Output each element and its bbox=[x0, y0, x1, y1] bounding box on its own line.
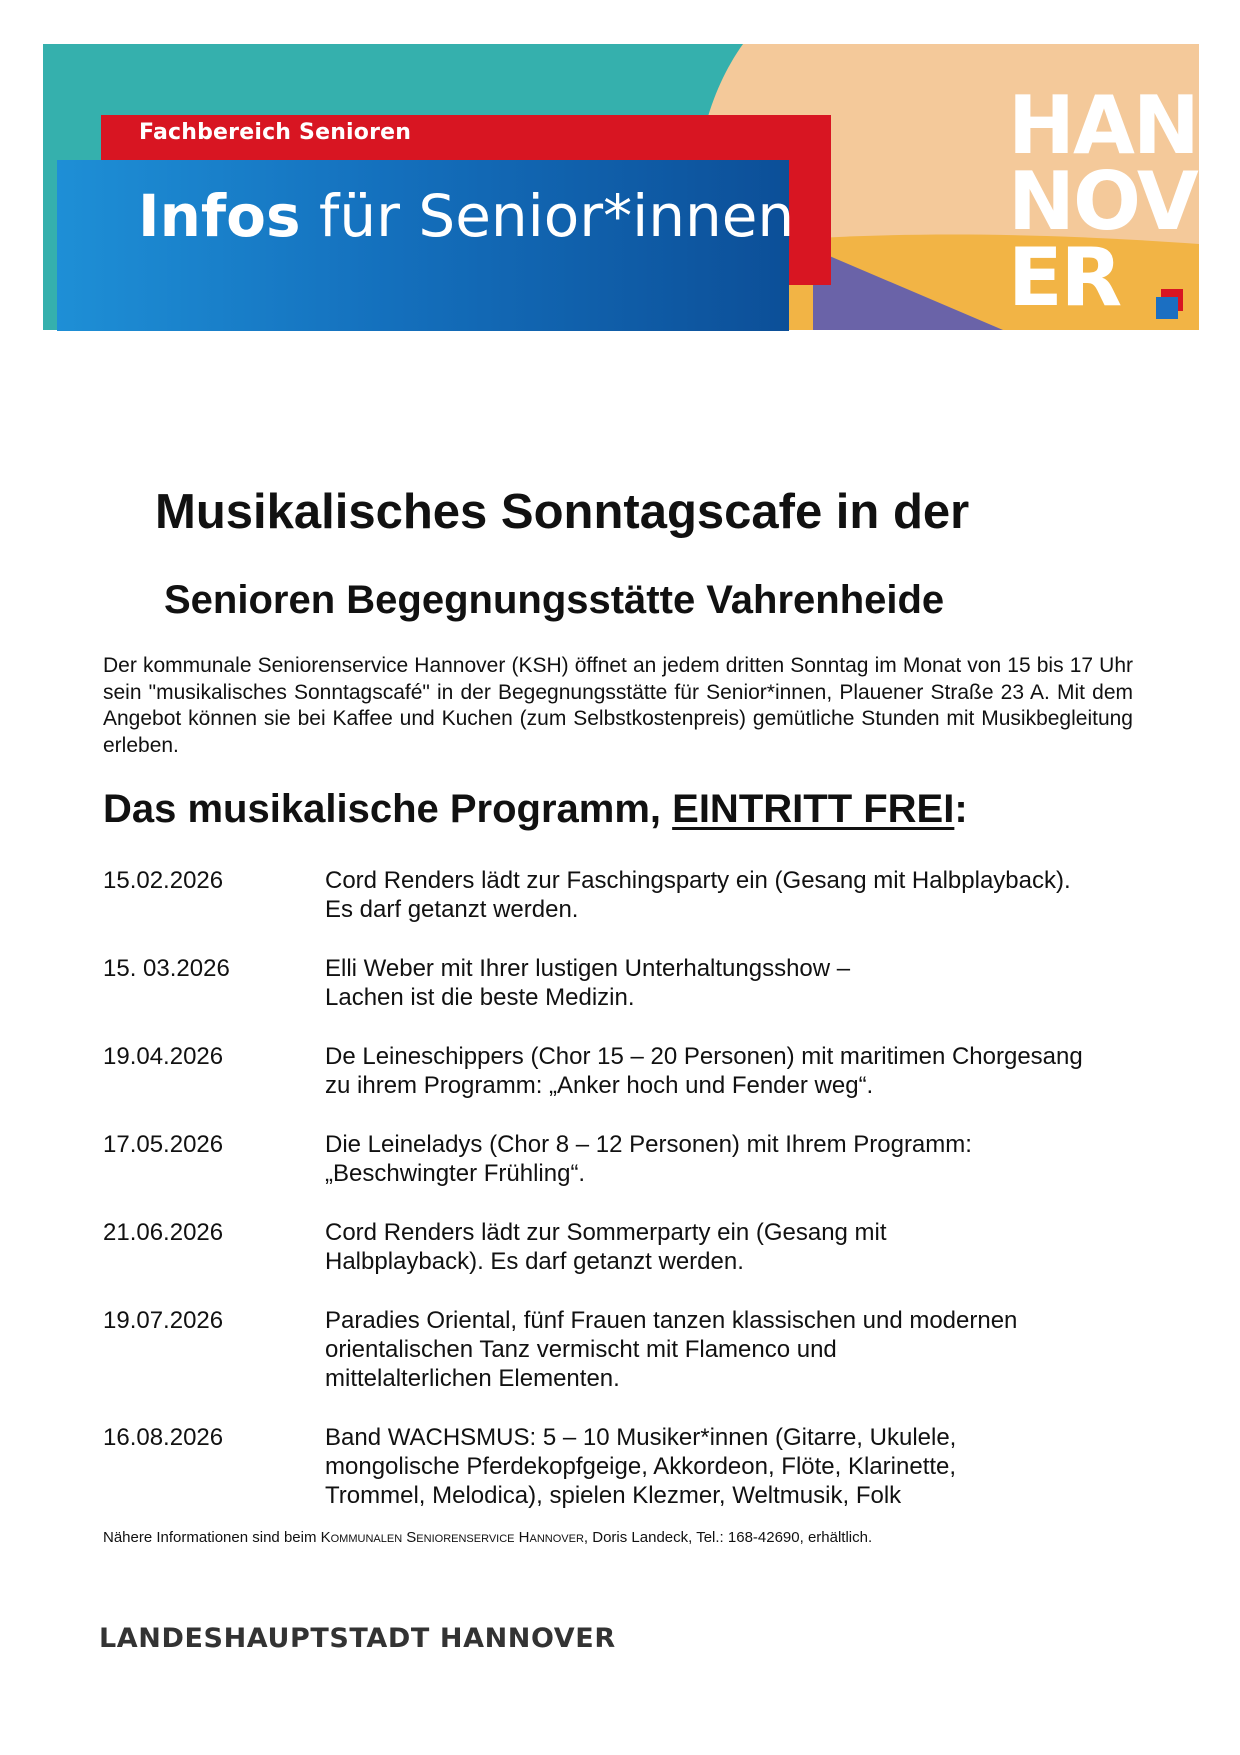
event-date: 19.04.2026 bbox=[103, 1043, 224, 1070]
logo-line: HAN bbox=[1008, 79, 1198, 172]
event-description-line: De Leineschippers (Chor 15 – 20 Personen) mit maritimen Chorgesang bbox=[325, 1043, 1083, 1070]
event-description bbox=[325, 954, 1145, 1012]
event-description bbox=[325, 1423, 1145, 1510]
logo-line: ER bbox=[1008, 231, 1121, 324]
event-date: 19.07.2026 bbox=[103, 1307, 224, 1334]
event-row bbox=[103, 1130, 1163, 1188]
banner-title: Infos für Senior*innen bbox=[138, 182, 795, 250]
event-date: 15.02.2026 bbox=[103, 867, 224, 894]
event-row bbox=[103, 1306, 1163, 1393]
event-description-line: Die Leineladys (Chor 8 – 12 Personen) mit Ihrem Programm: bbox=[325, 1131, 972, 1158]
event-description-line: Band WACHSMUS: 5 – 10 Musiker*innen (Gitarre, Ukulele, bbox=[325, 1424, 957, 1451]
event-description-line: Es darf getanzt werden. bbox=[325, 896, 579, 923]
page-subtitle: Senioren Begegnungsstätte Vahrenheide bbox=[164, 578, 945, 622]
event-date: 15. 03.2026 bbox=[103, 955, 230, 982]
logo-line: NOV bbox=[1008, 155, 1197, 248]
event-description bbox=[325, 866, 1145, 924]
department-label: Fachbereich Senioren bbox=[139, 120, 412, 145]
event-description bbox=[325, 1218, 1145, 1276]
event-description-line: Lachen ist die beste Medizin. bbox=[325, 984, 635, 1011]
logo-squares-icon bbox=[1156, 289, 1186, 323]
event-row bbox=[103, 1042, 1163, 1100]
event-description-line: Cord Renders lädt zur Sommerparty ein (Gesang mit bbox=[325, 1219, 887, 1246]
event-description-line: mittelalterlichen Elementen. bbox=[325, 1365, 620, 1392]
event-date: 16.08.2026 bbox=[103, 1424, 224, 1451]
free-entry-label: EINTRITT FREI bbox=[672, 787, 955, 831]
event-description-line: Paradies Oriental, fünf Frauen tanzen klassischen und modernen bbox=[325, 1307, 1018, 1334]
event-description-line: Cord Renders lädt zur Faschingsparty ein (Gesang mit Halbplayback). bbox=[325, 867, 1071, 894]
intro-paragraph: Der kommunale Seniorenservice Hannover (KSH) öffnet an jedem dritten Sonntag im Monat von 15 bis 17 Uhr sein "musikalisches Sonntagscafé" in der Begegnungsstätte für Senior*innen, Plauener Straße 23 A. Mit dem Angebot können sie bei Kaffee und Kuchen (zum Selbstkostenpreis) gemütliche Stunden mit Musikbegleitung erleben. bbox=[103, 654, 1133, 757]
program-heading: Das musikalische Programm, EINTRITT FREI: bbox=[103, 787, 968, 831]
event-description-line: Elli Weber mit Ihrer lustigen Unterhaltungsshow – bbox=[325, 955, 851, 982]
event-description bbox=[325, 1306, 1145, 1393]
page-title: Musikalisches Sonntagscafe in der bbox=[155, 485, 970, 539]
event-description-line: orientalischen Tanz vermischt mit Flamenco und bbox=[325, 1336, 837, 1363]
event-description-line: zu ihrem Programm: „Anker hoch und Fender weg“. bbox=[325, 1072, 874, 1099]
event-list bbox=[103, 866, 1163, 1540]
hannover-logo bbox=[1008, 79, 1198, 324]
event-row bbox=[103, 1218, 1163, 1276]
footnote: Nähere Informationen sind beim Kommunalen Seniorenservice Hannover, Doris Landeck, Tel.: 168-42690, erhältlich. bbox=[103, 1529, 873, 1546]
event-description-line: „Beschwingter Frühling“. bbox=[325, 1160, 586, 1187]
footer-logo: LANDESHAUPTSTADT HANNOVER bbox=[99, 1623, 616, 1654]
event-description bbox=[325, 1042, 1145, 1100]
event-date: 21.06.2026 bbox=[103, 1219, 224, 1246]
event-row bbox=[103, 1423, 1163, 1510]
event-description bbox=[325, 1130, 1145, 1188]
event-row bbox=[103, 866, 1163, 924]
event-description-line: Halbplayback). Es darf getanzt werden. bbox=[325, 1248, 744, 1275]
event-description-line: mongolische Pferdekopfgeige, Akkordeon, Flöte, Klarinette, bbox=[325, 1453, 957, 1480]
event-row bbox=[103, 954, 1163, 1012]
event-description-line: Trommel, Melodica), spielen Klezmer, Weltmusik, Folk bbox=[325, 1482, 902, 1509]
event-date: 17.05.2026 bbox=[103, 1131, 224, 1158]
